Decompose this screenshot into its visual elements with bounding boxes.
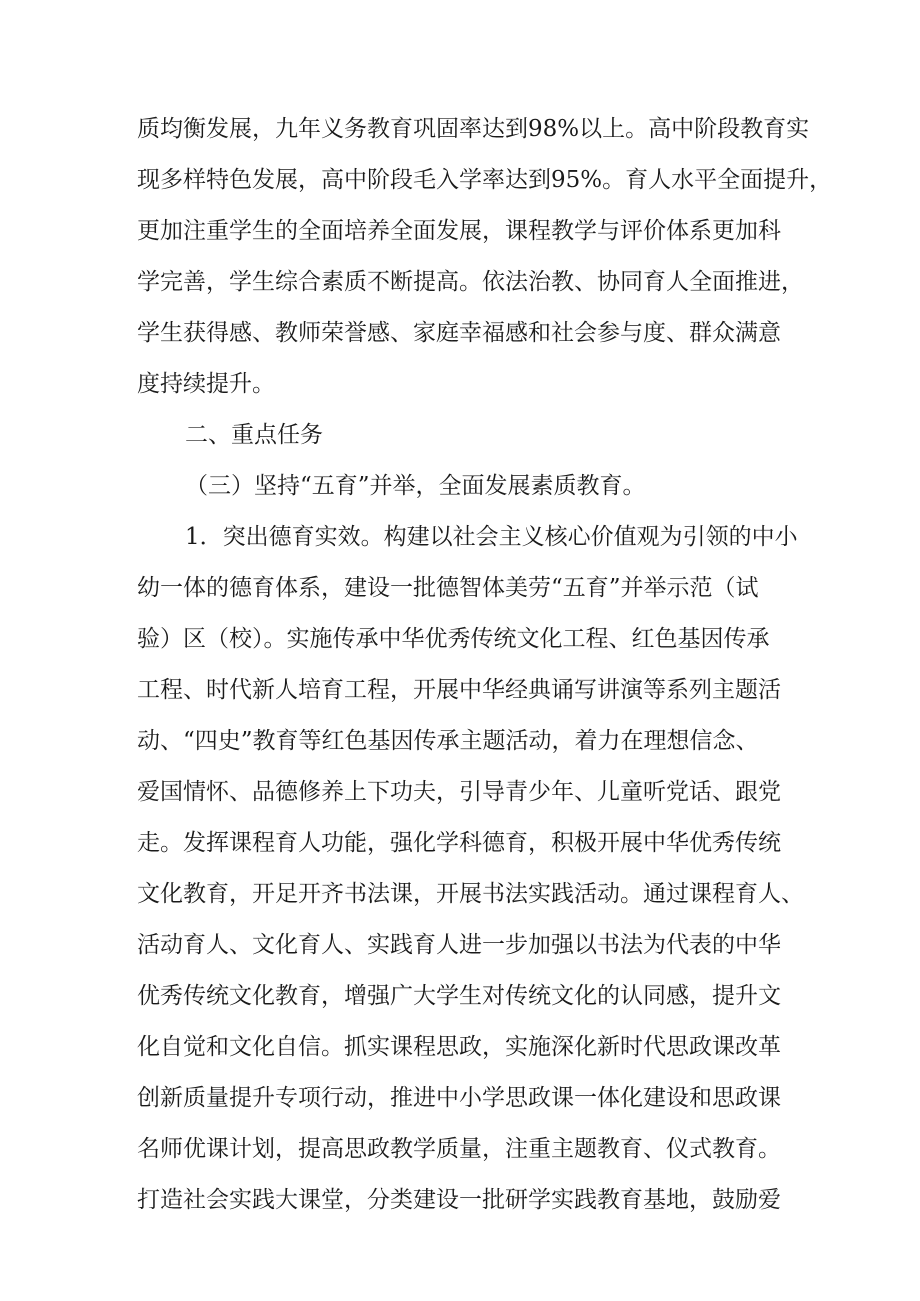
subsection-heading: （三）坚持“五育”并举，全面发展素质教育。 <box>185 473 646 499</box>
paragraph-line: 幼一体的德育体系，建设一批德智体美劳“五育”并举示范（试 <box>137 575 759 601</box>
paragraph-line: 文化教育，开足开齐书法课，开展书法实践活动。通过课程育人、 <box>137 881 804 907</box>
paragraph-line: 更加注重学生的全面培养全面发展，课程教学与评价体系更加科 <box>137 218 781 244</box>
paragraph-line: 验）区（校）。实施传承中华优秀传统文化工程、红色基因传承 <box>137 626 770 652</box>
paragraph-line: 走。发挥课程育人功能，强化学科德育，积极开展中华优秀传统 <box>137 830 781 856</box>
paragraph-line: 1．突出德育实效。构建以社会主义核心价值观为引领的中小 <box>185 524 798 550</box>
paragraph-line: 爱国情怀、品德修养上下功夫，引导青少年、儿童听党话、跟党 <box>137 779 781 805</box>
section-heading: 二、重点任务 <box>185 422 323 448</box>
paragraph-line: 活动育人、文化育人、实践育人进一步加强以书法为代表的中华 <box>137 932 781 958</box>
paragraph-line: 动、“四史”教育等红色基因传承主题活动，着力在理想信念、 <box>137 728 759 754</box>
paragraph-line: 现多样特色发展，高中阶段毛入学率达到95%。育人水平全面提升， <box>137 167 833 193</box>
paragraph-line: 学生获得感、教师荣誉感、家庭幸福感和社会参与度、群众满意 <box>137 320 781 346</box>
paragraph-line: 打造社会实践大课堂，分类建设一批研学实践教育基地，鼓励爱 <box>137 1187 781 1213</box>
paragraph-line: 名师优课计划，提高思政教学质量，注重主题教育、仪式教育。 <box>137 1136 781 1162</box>
paragraph-line: 度持续提升。 <box>137 371 275 397</box>
paragraph-line: 创新质量提升专项行动，推进中小学思政课一体化建设和思政课 <box>137 1085 781 1111</box>
paragraph-line: 学完善，学生综合素质不断提高。依法治教、协同育人全面推进， <box>137 269 804 295</box>
paragraph-line: 化自觉和文化自信。抓实课程思政，实施深化新时代思政课改革 <box>137 1034 781 1060</box>
paragraph-line: 工程、时代新人培育工程，开展中华经典诵写讲演等系列主题活 <box>137 677 781 703</box>
paragraph-line: 质均衡发展，九年义务教育巩固率达到98%以上。高中阶段教育实 <box>137 116 810 142</box>
paragraph-line: 优秀传统文化教育，增强广大学生对传统文化的认同感，提升文 <box>137 983 781 1009</box>
